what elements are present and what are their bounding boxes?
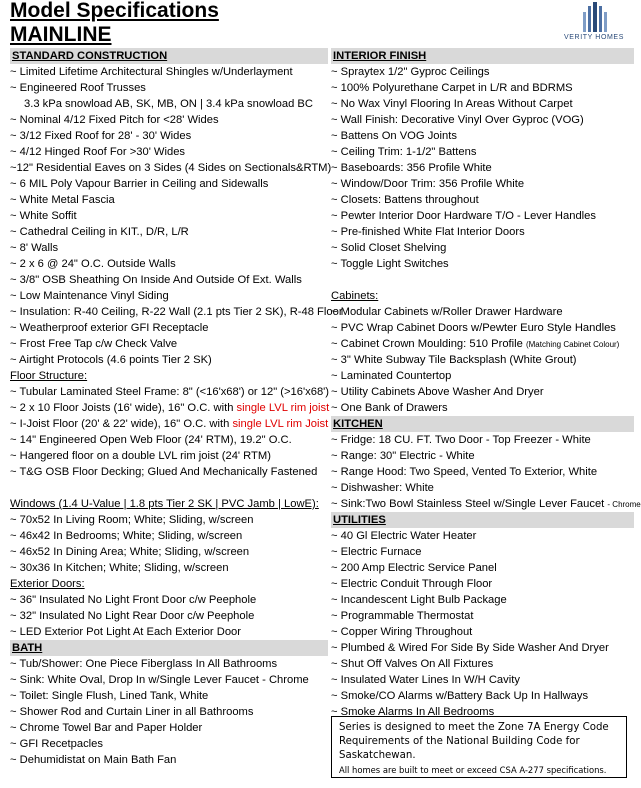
line-text: ~ Nominal 4/12 Fixed Pitch for <28' Wides xyxy=(10,114,219,126)
line-text: ~ Smoke Alarms In All Bedrooms xyxy=(331,706,495,718)
line-text: ~ 46x52 In Dining Area; White; Sliding, w/screen xyxy=(10,546,250,558)
subsection-heading xyxy=(331,288,634,304)
spacer xyxy=(331,272,634,288)
line-text: ~ Battens On VOG Joints xyxy=(331,130,457,142)
spec-item xyxy=(10,112,328,128)
page-title: Model Specifications xyxy=(10,0,219,22)
line-text: ~ 2 x 6 @ 24" O.C. Outside Walls xyxy=(10,258,176,270)
spec-item xyxy=(10,560,328,576)
line-text: ~ Tub/Shower: One Piece Fiberglass In All Bathrooms xyxy=(10,658,278,670)
spec-item xyxy=(10,256,328,272)
line-text: ~ Insulation: R-40 Ceiling, R-22 Wall (2.1 pts Tier 2 SK), R-48 Floor xyxy=(10,306,343,318)
line-text: ~ Toilet: Single Flush, Lined Tank, White xyxy=(10,690,209,702)
line-text: ~ Utility Cabinets Above Washer And Dryer xyxy=(331,386,544,398)
line-text: ~ LED Exterior Pot Light At Each Exterior Door xyxy=(10,626,242,638)
small-note: (Matching Cabinet Colour) xyxy=(525,340,620,349)
spec-item xyxy=(331,480,634,496)
spec-item xyxy=(331,640,634,656)
spec-item xyxy=(331,192,634,208)
spec-item xyxy=(331,384,634,400)
spec-item xyxy=(10,688,328,704)
spec-item xyxy=(331,144,634,160)
spec-item xyxy=(331,208,634,224)
line-text: ~ Chrome Towel Bar and Paper Holder xyxy=(10,722,203,734)
section-header xyxy=(10,640,328,656)
line-text: UTILITIES xyxy=(333,514,386,526)
section-header xyxy=(331,416,634,432)
small-note: - Chrome xyxy=(607,500,641,509)
line-text: INTERIOR FINISH xyxy=(333,50,427,62)
section-header xyxy=(10,48,328,64)
spec-item xyxy=(10,448,328,464)
spec-item xyxy=(10,208,328,224)
line-text: ~ Tubular Laminated Steel Frame: 8" (<16'x68') or 12" (>16'x68') xyxy=(10,386,330,398)
spec-item xyxy=(331,448,634,464)
line-text: ~ 2 x 10 Floor Joists (16' wide), 16" O.C. with xyxy=(10,402,237,414)
line-text: ~ Sink: White Oval, Drop In w/Single Lever Faucet - Chrome xyxy=(10,674,309,686)
spec-item xyxy=(10,320,328,336)
spec-item xyxy=(10,704,328,720)
line-text: ~ Electric Furnace xyxy=(331,546,422,558)
spec-item xyxy=(331,336,634,352)
spec-item xyxy=(10,432,328,448)
spec-item xyxy=(331,160,634,176)
spec-item xyxy=(331,624,634,640)
spec-item xyxy=(10,144,328,160)
spec-item xyxy=(10,656,328,672)
section-header xyxy=(331,512,634,528)
line-text: ~ 3/8" OSB Sheathing On Inside And Outside Of Ext. Walls xyxy=(10,274,302,286)
subsection-heading xyxy=(10,368,328,384)
line-text: ~ Insulated Water Lines In W/H Cavity xyxy=(331,674,520,686)
spec-item xyxy=(10,464,328,480)
spec-item xyxy=(10,384,328,400)
line-text: ~ 36" Insulated No Light Front Door c/w Peephole xyxy=(10,594,257,606)
spec-item xyxy=(10,128,328,144)
logo-text: VERITY HOMES xyxy=(564,34,624,41)
line-text: STANDARD CONSTRUCTION xyxy=(12,50,168,62)
spec-item xyxy=(331,560,634,576)
line-text: ~ Window/Door Trim: 356 Profile White xyxy=(331,178,525,190)
line-text: ~ 3/12 Fixed Roof for 28' - 30' Wides xyxy=(10,130,192,142)
line-text: ~ Closets: Battens throughout xyxy=(331,194,479,206)
spec-item xyxy=(331,64,634,80)
line-text: ~ Shut Off Valves On All Fixtures xyxy=(331,658,494,670)
spec-item xyxy=(10,336,328,352)
spec-item xyxy=(331,320,634,336)
highlight-text: single LVL rim Joist xyxy=(232,418,329,430)
left-column xyxy=(10,48,343,768)
spec-item xyxy=(10,528,328,544)
line-text: ~ Wall Finish: Decorative Vinyl Over Gyproc (VOG) xyxy=(331,114,584,126)
spacer xyxy=(10,480,328,496)
page-subtitle: MAINLINE xyxy=(10,23,112,46)
line-text: ~ Solid Closet Shelving xyxy=(331,242,447,254)
spec-item xyxy=(331,80,634,96)
spec-item xyxy=(10,736,328,752)
line-text: ~ Dishwasher: White xyxy=(331,482,434,494)
line-text: ~ 32" Insulated No Light Rear Door c/w Peephole xyxy=(10,610,255,622)
spec-item xyxy=(10,352,328,368)
spec-item xyxy=(10,608,328,624)
spec-item xyxy=(331,128,634,144)
line-text: ~ 40 Gl Electric Water Heater xyxy=(331,530,477,542)
spec-item xyxy=(331,224,634,240)
spec-item xyxy=(331,528,634,544)
spec-item xyxy=(331,432,634,448)
section-header xyxy=(331,48,634,64)
line-text: ~ No Wax Vinyl Flooring In Areas Without Carpet xyxy=(331,98,573,110)
line-text: ~ Limited Lifetime Architectural Shingles w/Underlayment xyxy=(10,66,293,78)
subsection-heading xyxy=(10,576,328,592)
spec-item xyxy=(10,752,328,768)
spec-item xyxy=(10,96,328,112)
spec-item xyxy=(331,240,634,256)
line-text: ~ 3" White Subway Tile Backsplash (White Grout) xyxy=(331,354,577,366)
line-text: ~ Cathedral Ceiling in KIT., D/R, L/R xyxy=(10,226,189,238)
spec-item xyxy=(10,288,328,304)
line-text: ~ Ceiling Trim: 1-1/2" Battens xyxy=(331,146,477,158)
line-text: ~ Laminated Countertop xyxy=(331,370,452,382)
line-text: ~ GFI Recetpacles xyxy=(10,738,103,750)
line-text: ~ 8' Walls xyxy=(10,242,59,254)
logo xyxy=(556,2,632,46)
line-text: ~ Weatherproof exterior GFI Receptacle xyxy=(10,322,209,334)
spec-item xyxy=(331,496,641,512)
spec-item xyxy=(331,368,634,384)
line-text: ~ Pre-finished White Flat Interior Doors xyxy=(331,226,525,238)
spec-item xyxy=(10,544,328,560)
spec-item xyxy=(331,96,634,112)
spec-item xyxy=(10,592,328,608)
line-text: ~ Fridge: 18 CU. FT. Two Door - Top Freezer - White xyxy=(331,434,591,446)
line-text: ~ Cabinet Crown Moulding: 510 Profile xyxy=(331,338,526,350)
line-text: ~ T&G OSB Floor Decking; Glued And Mechanically Fastened xyxy=(10,466,318,478)
line-text: ~ 70x52 In Living Room; White; Sliding, w/screen xyxy=(10,514,254,526)
line-text: ~ Spraytex 1/2" Gyproc Ceilings xyxy=(331,66,490,78)
highlight-text: single LVL rim joist xyxy=(236,402,330,414)
line-text: ~ 200 Amp Electric Service Panel xyxy=(331,562,497,574)
spec-item xyxy=(10,176,328,192)
spec-item xyxy=(331,592,634,608)
line-text: ~ White Soffit xyxy=(10,210,77,222)
spec-item xyxy=(331,672,634,688)
line-text: Exterior Doors: xyxy=(10,578,85,590)
line-text: ~ 4/12 Hinged Roof For >30' Wides xyxy=(10,146,186,158)
note-small: All homes are built to meet or exceed CSA A-277 specifications. xyxy=(339,765,607,775)
spec-item xyxy=(331,544,634,560)
spec-item xyxy=(331,352,634,368)
spec-item xyxy=(10,720,328,736)
spec-item xyxy=(10,624,328,640)
spec-item xyxy=(331,688,634,704)
energy-code-note xyxy=(331,716,627,778)
line-text: ~ One Bank of Drawers xyxy=(331,402,448,414)
line-text: BATH xyxy=(12,642,43,654)
line-text: ~ 100% Polyurethane Carpet in L/R and BDRMS xyxy=(331,82,573,94)
line-text: ~ Programmable Thermostat xyxy=(331,610,474,622)
line-text: ~12" Residential Eaves on 3 Sides (4 Sides on Sectionals&RTM) xyxy=(10,162,332,174)
spec-item xyxy=(10,64,328,80)
line-text: KITCHEN xyxy=(333,418,383,430)
spec-item xyxy=(10,160,332,176)
line-text: ~ Engineered Roof Trusses xyxy=(10,82,146,94)
line-text: ~ PVC Wrap Cabinet Doors w/Pewter Euro Style Handles xyxy=(331,322,616,334)
line-text: Windows (1.4 U-Value | 1.8 pts Tier 2 SK | PVC Jamb | LowE): xyxy=(10,498,319,510)
subsection-heading xyxy=(10,496,328,512)
line-text: ~ Baseboards: 356 Profile White xyxy=(331,162,492,174)
spec-item xyxy=(331,656,634,672)
line-text: ~ Airtight Protocols (4.6 points Tier 2 SK) xyxy=(10,354,212,366)
line-text: ~ I-Joist Floor (20' & 22' wide), 16" O.C. with xyxy=(10,418,233,430)
line-text: ~ Incandescent Light Bulb Package xyxy=(331,594,507,606)
line-text: ~ Low Maintenance Vinyl Siding xyxy=(10,290,169,302)
note-paragraph: Series is designed to meet the Zone 7A Energy Code Requirements of the National Building Code for Saskatchewan. xyxy=(339,722,609,761)
right-column xyxy=(331,48,641,720)
line-text: ~ Toggle Light Switches xyxy=(331,258,449,270)
spec-item xyxy=(331,256,634,272)
line-text: ~ 46x42 In Bedrooms; White; Sliding, w/screen xyxy=(10,530,243,542)
line-text: ~ 14" Engineered Open Web Floor (24' RTM), 19.2" O.C. xyxy=(10,434,292,446)
spec-item xyxy=(331,400,634,416)
line-text: ~ Plumbed & Wired For Side By Side Washer And Dryer xyxy=(331,642,609,654)
line-text: ~ Range Hood: Two Speed, Vented To Exterior, White xyxy=(331,466,598,478)
spec-item xyxy=(10,240,328,256)
line-text: ~ Sink:Two Bowl Stainless Steel w/Single Lever Faucet xyxy=(331,498,608,510)
spec-item xyxy=(10,416,328,432)
line-text: Cabinets: xyxy=(331,290,379,302)
spec-item xyxy=(331,608,634,624)
spec-item xyxy=(331,464,634,480)
spec-item xyxy=(331,576,634,592)
line-text: ~ Dehumidistat on Main Bath Fan xyxy=(10,754,177,766)
spec-item xyxy=(10,512,328,528)
line-text: ~ Smoke/CO Alarms w/Battery Back Up In Hallways xyxy=(331,690,589,702)
line-text: ~ Electric Conduit Through Floor xyxy=(331,578,493,590)
spec-item xyxy=(10,272,328,288)
spec-item xyxy=(331,112,634,128)
spec-item xyxy=(10,192,328,208)
line-text: ~ Copper Wiring Throughout xyxy=(331,626,473,638)
spec-item xyxy=(331,176,634,192)
spec-item xyxy=(10,224,328,240)
line-text: 3.3 kPa snowload AB, SK, MB, ON | 3.4 kPa snowload BC xyxy=(24,98,313,110)
spec-item xyxy=(331,304,634,320)
spec-item xyxy=(10,672,328,688)
building-icon xyxy=(580,2,610,32)
line-text: ~ Hangered floor on a double LVL rim joist (24' RTM) xyxy=(10,450,271,462)
spec-item xyxy=(10,80,328,96)
line-text: ~ 30x36 In Kitchen; White; Sliding, w/screen xyxy=(10,562,229,574)
line-text: ~ 6 MIL Poly Vapour Barrier in Ceiling and Sidewalls xyxy=(10,178,269,190)
line-text: ~ Pewter Interior Door Hardware T/O - Lever Handles xyxy=(331,210,596,222)
line-text: ~ White Metal Fascia xyxy=(10,194,115,206)
spec-item xyxy=(10,304,343,320)
line-text: ~ Frost Free Tap c/w Check Valve xyxy=(10,338,178,350)
spec-item xyxy=(10,400,328,416)
line-text: ~ Modular Cabinets w/Roller Drawer Hardware xyxy=(331,306,563,318)
line-text: Floor Structure: xyxy=(10,370,88,382)
line-text: ~ Range: 30" Electric - White xyxy=(331,450,475,462)
line-text: ~ Shower Rod and Curtain Liner in all Bathrooms xyxy=(10,706,254,718)
